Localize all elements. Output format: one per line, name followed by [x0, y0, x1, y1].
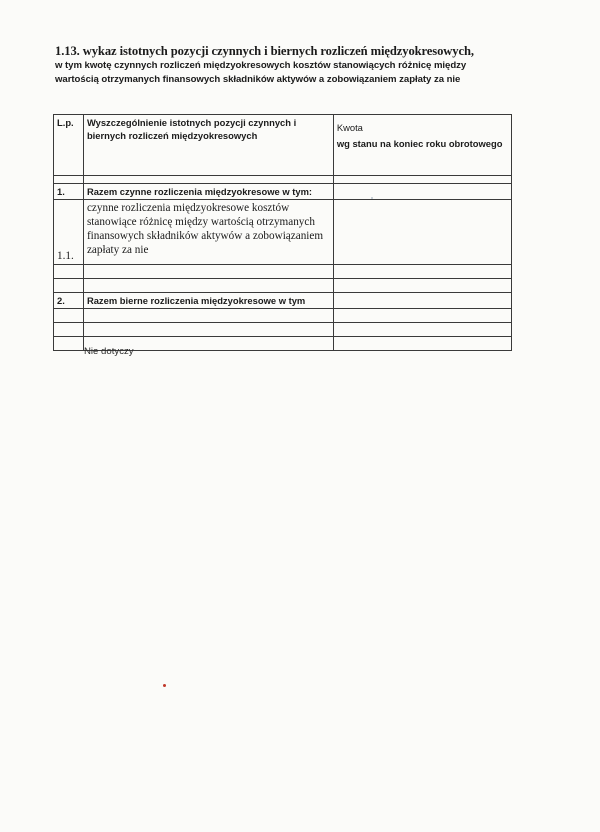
table-row-empty	[54, 265, 512, 279]
scan-speck	[163, 684, 166, 687]
table-row-total-passive	[54, 293, 512, 309]
row-number: 1.1.	[54, 200, 84, 265]
row-label: czynne rozliczenia międzyokresowe kosztów stanowiące różnicę między wartością otrzymanych finansowych składników aktywów a zobowiązaniem zapłaty za nie	[83, 200, 333, 265]
row-amount	[333, 184, 511, 200]
table-row-empty	[54, 309, 512, 323]
header-description: Wyszczególnienie istotnych pozycji czynnych i biernych rozliczeń międzyokresowych	[83, 115, 333, 176]
header-amount-subtitle: wg stanu na koniec roku obrotowego	[336, 138, 503, 149]
header-amount-title: Kwota	[336, 122, 363, 133]
not-applicable-note: Nie dotyczy	[84, 346, 134, 357]
table-row-empty	[54, 279, 512, 293]
table-header-row	[54, 115, 512, 176]
heading-title: 1.13. wykaz istotnych pozycji czynnych i biernych rozliczeń międzyokresowych,	[55, 44, 474, 58]
header-amount	[333, 115, 511, 176]
row-label: Razem bierne rozliczenia międzyokresowe w tym	[83, 293, 333, 309]
heading-line-2: w tym kwotę czynnych rozliczeń międzyokresowych kosztów stanowiących różnicę między	[55, 60, 467, 71]
table-spacer-row	[54, 176, 512, 184]
row-number: 1.	[54, 184, 84, 200]
accruals-table	[53, 114, 512, 351]
table-row-empty	[54, 323, 512, 337]
table-row-total-active	[54, 184, 512, 200]
header-lp: L.p.	[54, 115, 84, 176]
scan-speck	[371, 197, 373, 199]
row-amount	[333, 293, 511, 309]
row-label: Razem czynne rozliczenia międzyokresowe w tym:	[83, 184, 333, 200]
table-row-active-costs	[54, 200, 512, 265]
row-amount	[333, 200, 511, 265]
section-heading	[55, 44, 535, 86]
row-number: 2.	[54, 293, 84, 309]
heading-line-3: wartością otrzymanych finansowych składników aktywów a zobowiązaniem zapłaty za nie	[55, 73, 461, 85]
